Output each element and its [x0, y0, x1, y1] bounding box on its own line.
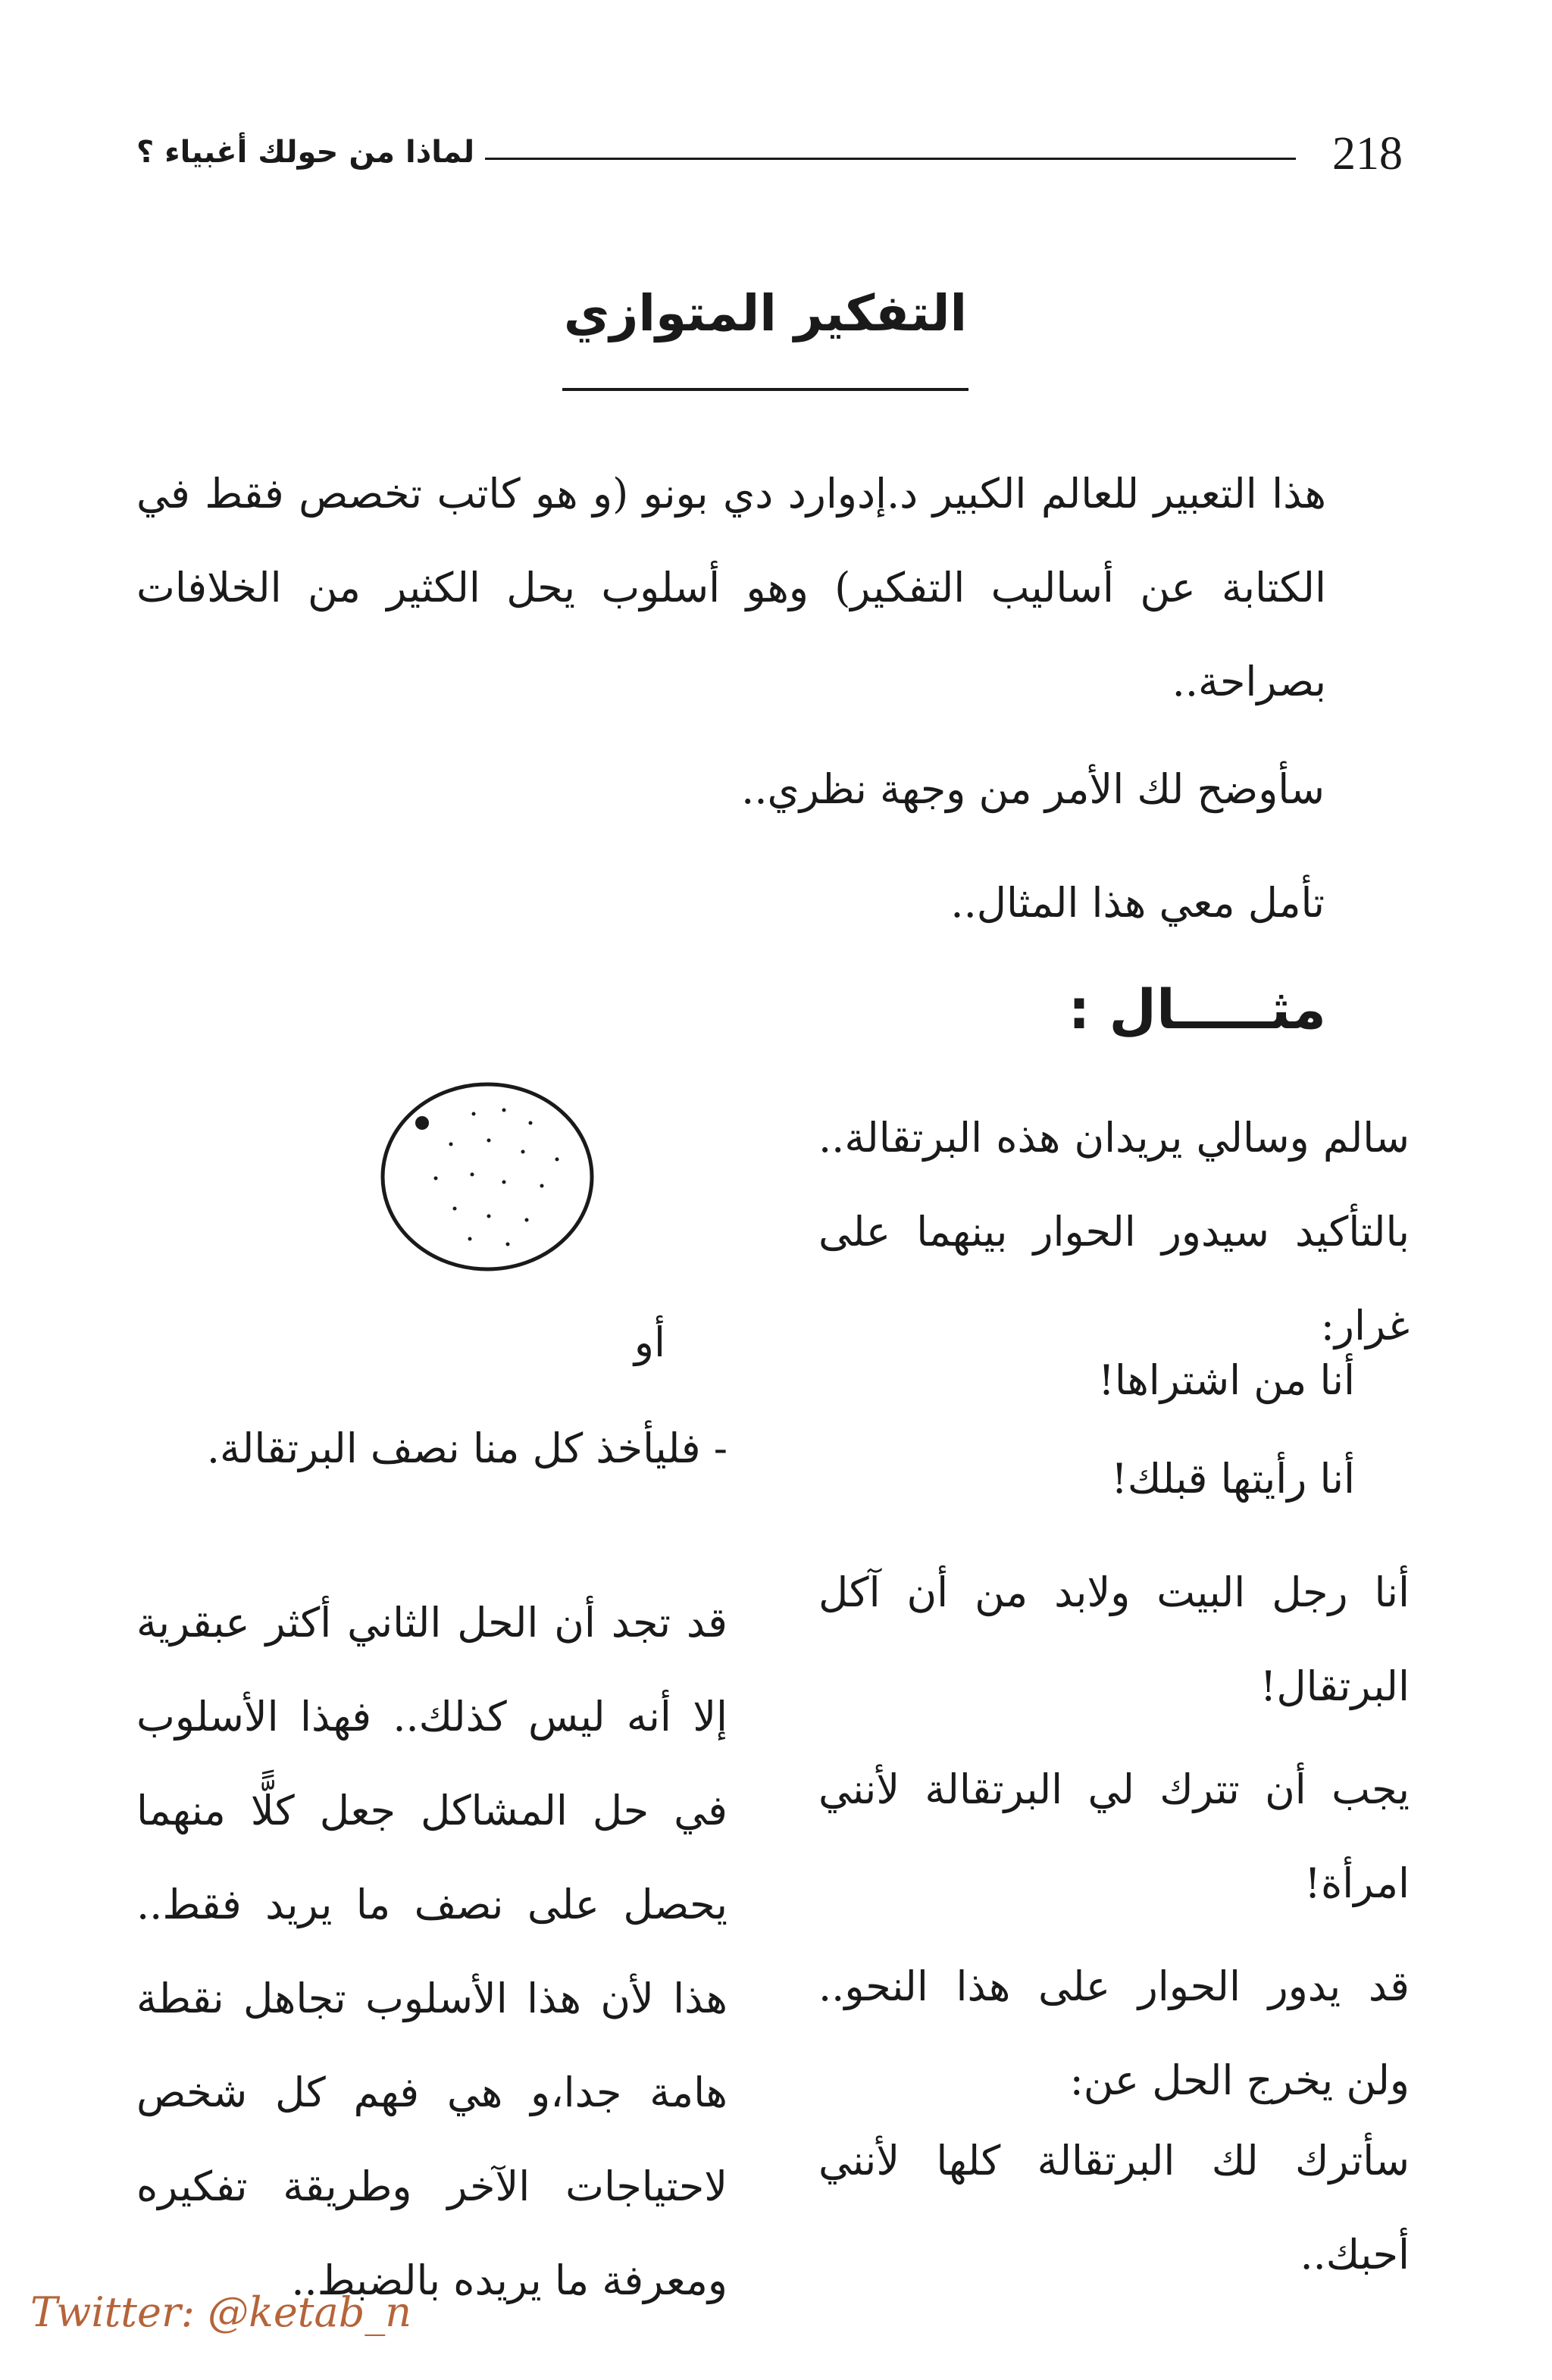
dialogue-intro: سالم وسالي يريدان هذه البرتقالة.. بالتأكيد سيدور الحوار بينهما على غرار: [818, 1114, 1410, 1350]
page-number: 218 [1332, 128, 1403, 180]
dialogue-summary: قد يدور الحوار على هذا النحو.. ولن يخرج الحل عن: [818, 1962, 1410, 2104]
chapter-title: التفكير المتوازي [563, 284, 968, 342]
title-underline [562, 388, 968, 391]
intro-paragraph: هذا التعبير للعالم الكبير د.إدوارد دي بونو (و هو كاتب تخصص فقط في الكتابة عن أساليب التفكير) وهو أسلوب يحل الكثير من الخلافات بصراحة.. [136, 470, 1326, 705]
watermark-text: Twitter: @ketab_n [30, 2288, 412, 2336]
dialogue-line-2: أنا رأيتها قبلك! [1111, 1455, 1355, 1503]
running-header-title: لماذا من حولك أغبياء ؟ [136, 135, 475, 170]
dialogue-line-4: يجب أن تترك لي البرتقالة لأنني امرأة! [818, 1765, 1410, 1907]
half-orange-option: - فليأخذ كل منا نصف البرتقالة. [206, 1425, 728, 1472]
header-rule [485, 158, 1296, 160]
orange-drawing [375, 1076, 602, 1281]
analysis-paragraph: قد تجد أن الحل الثاني أكثر عبقرية إلا أنه ليس كذلك.. فهذا الأسلوب في حل المشاكل جعل كلًّا منهما يحصل على نصف ما يريد فقط.. هذا لأن هذا الأسلوب تجاهل نقطة هامة جدا،و هي فهم كل شخص لاحتياجات الآخر وطريقة تفكيره ومعرفة ما يريده بالضبط.. [136, 1599, 728, 2304]
or-label: أو [634, 1318, 665, 1366]
intro-line-example: تأمل معي هذا المثال.. [950, 879, 1325, 927]
dialogue-line-5: سأترك لك البرتقالة كلها لأنني أحبك.. [818, 2137, 1410, 2278]
dialogue-line-1: أنا من اشتراها! [1098, 1356, 1355, 1404]
intro-line-explain: سأوضح لك الأمر من وجهة نظري.. [741, 765, 1325, 813]
example-heading: مثـــــال : [1068, 977, 1326, 1041]
dialogue-line-3: أنا رجل البيت ولابد من أن آكل البرتقال! [818, 1568, 1410, 1710]
